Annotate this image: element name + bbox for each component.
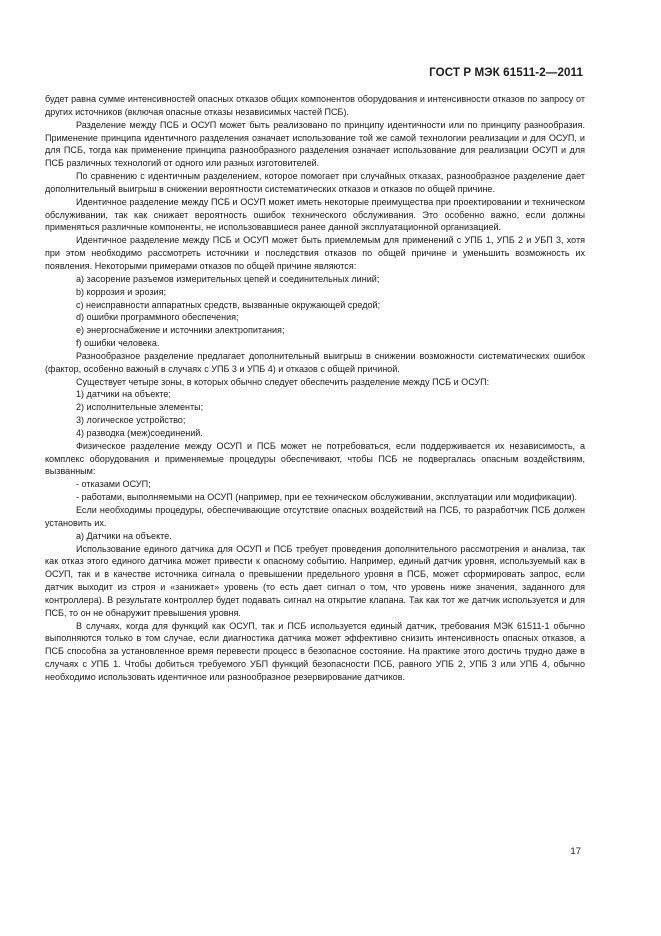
- paragraph: Если необходимы процедуры, обеспечивающие отсутствие опасных воздействий на ПСБ, то разработчик ПСБ должен установить их.: [45, 505, 585, 528]
- paragraph: Идентичное разделение между ПСБ и ОСУП может иметь некоторые преимущества при проектировании и техническом обслуживании, так как снижает вероятность ошибок технического обслуживания. Это особенно важно, если должны применяться различные компоненты, не использовавшиеся ранее данной эксплуатационной организацией.: [45, 196, 585, 233]
- list-item: 4) разводка (меж)соединений.: [76, 427, 203, 438]
- paragraph: Разнообразное разделение предлагает дополнительный выигрыш в снижении возможности систематических ошибок (фактор, особенно важный в случаях с УПБ 3 и УПБ 4) и отказов с общей причиной.: [45, 350, 585, 374]
- page-number: 17: [570, 846, 581, 857]
- paragraph: По сравнению с идентичным разделением, которое помогает при случайных отказах, разнообразное разделение дает дополнительный выигрыш в снижении вероятности систематических отказов и отказов по общей причине.: [45, 171, 585, 194]
- paragraph: Разделение между ПСБ и ОСУП может быть реализовано по принципу идентичности или по принципу разнообразия. Применение принципа идентичного разделения означает использование той же самой технологии реализации и для ОСУП, и для ПСБ, тогда как применение принципа разнообразного разделения означает использование для реализации ОСУП и для ПСБ различных технологий от одного или разных изготовителей.: [45, 119, 585, 169]
- list-item: e) энергоснабжение и источники электропитания;: [76, 325, 285, 336]
- list-item: c) неисправности аппаратных средств, вызванные окружающей средой;: [76, 299, 381, 310]
- list-item: f) ошибки человека.: [76, 338, 160, 349]
- list-item: a) засорение разъемов измерительных цепей и соединительных линий;: [76, 273, 380, 284]
- paragraph: Использование единого датчика для ОСУП и ПСБ требует проведения дополнительного рассмотрения и анализа, так как отказ этого единого датчика может привести к опасному событию. Например, единый датчик уровня, используемый как в ОСУП, так и в качестве источника сигнала о превышении предельного уровня в ПСБ, может сформировать запрос, если датчик выходит из строя и «занижает» уровень (то есть дает сигнал о том, что уровень ниже значения, заданного для контроллера). В результате контроллер будет подавать сигнал на открытие клапана. Так как тот же датчик используется и для ПСБ, то он не обнаружит превышения уровня.: [45, 543, 585, 618]
- paragraph: Существует четыре зоны, в которых обычно следует обеспечить разделение между ПСБ и ОСУП:: [76, 376, 490, 387]
- document-body: [45, 93, 585, 684]
- list-item: b) коррозия и эрозия;: [76, 286, 167, 297]
- list-item: а) Датчики на объекте.: [76, 530, 172, 541]
- document-header: ГОСТ Р МЭК 61511-2—2011: [429, 66, 583, 79]
- list-item: d) ошибки программного обеспечения;: [76, 312, 239, 323]
- paragraph: Физическое разделение между ОСУП и ПСБ может не потребоваться, если поддерживается их независимость, а комплекс оборудования и применяемые процедуры обеспечивают, чтобы ПСБ не подвергалась опасным воздействиям, вызванным:: [45, 440, 585, 477]
- list-item: 3) логическое устройство;: [76, 415, 186, 426]
- list-item: 2) исполнительные элементы;: [76, 402, 204, 413]
- list-item: - работами, выполняемыми на ОСУП (например, при ее техническом обслуживании, эксплуатации или модификации).: [76, 492, 578, 503]
- paragraph: будет равна сумме интенсивностей опасных отказов общих компонентов оборудования и интенсивности отказов по запросу от других источников (включая опасные отказы независимых частей ПСБ).: [45, 94, 585, 117]
- list-item: - отказами ОСУП;: [76, 479, 151, 490]
- paragraph: В случаях, когда для функций как ОСУП, так и ПСБ используется единый датчик, требования МЭК 61511-1 обычно выполняются только в том случае, если диагностика датчика может эффективно снизить интенсивность опасных отказов, а ПСБ способна за установленное время перевести процесс в безопасное состояние. На практике этого достичь трудно даже в случаях с УПБ 1. Чтобы добиться требуемого УБП функций безопасности ПСБ, равного УПБ 2, УПБ 3 или УПБ 4, обычно необходимо использовать идентичное или разнообразное резервирование датчиков.: [45, 620, 585, 682]
- paragraph: Идентичное разделение между ПСБ и ОСУП может быть приемлемым для применений с УПБ 1, УПБ 2 и УБП 3, хотя при этом необходимо рассмотреть источники и последствия отказов по общей причине и уменьшить возможность их появления. Некоторыми примерами отказов по общей причине являются:: [45, 235, 585, 271]
- list-item: 1) датчики на объекте;: [76, 389, 171, 400]
